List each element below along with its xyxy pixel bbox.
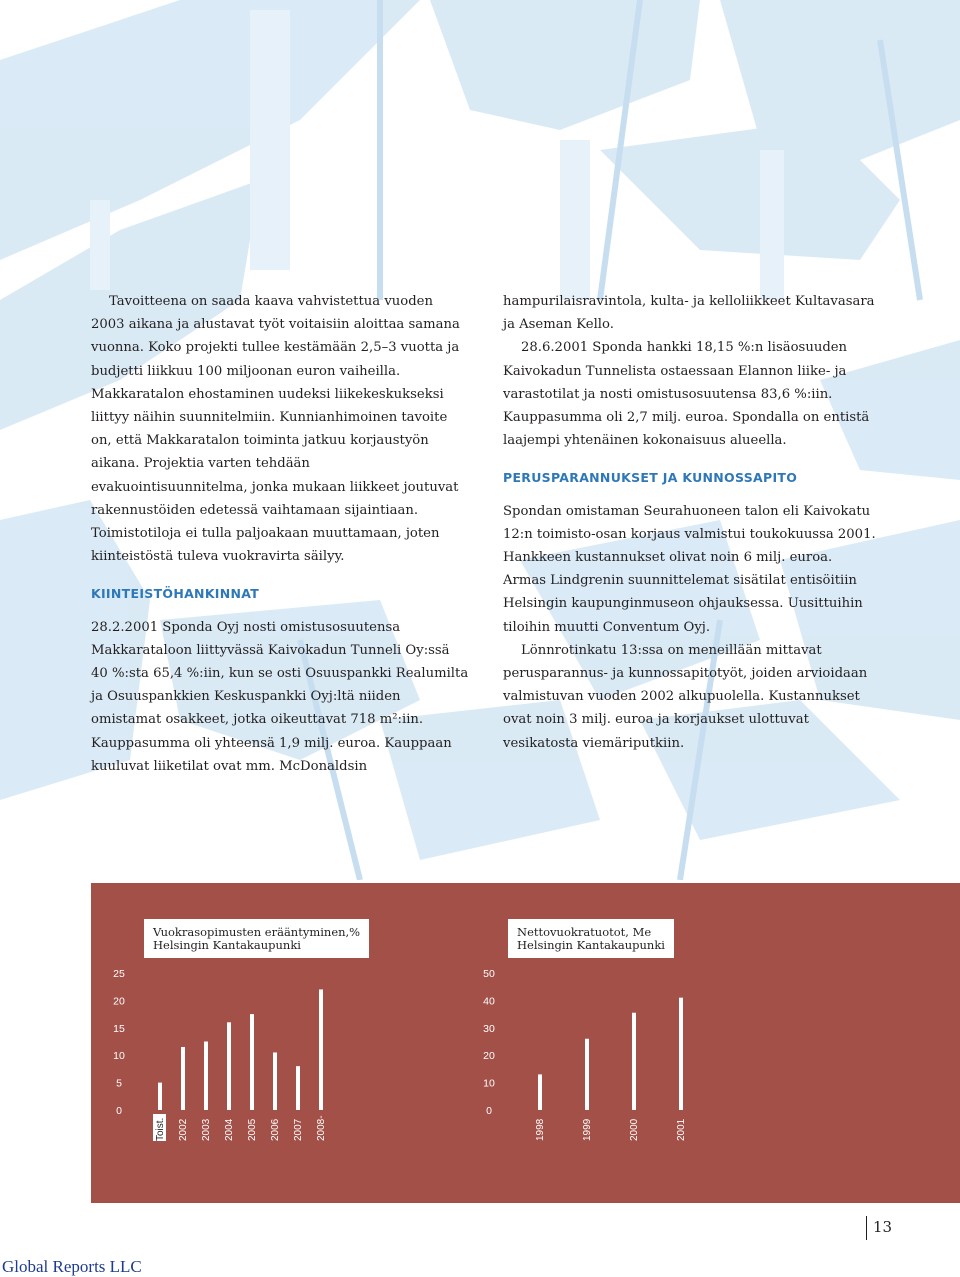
x-tick-label: 2002 xyxy=(178,1118,189,1141)
footer-divider xyxy=(866,1216,867,1240)
x-tick-label: 2000 xyxy=(629,1118,640,1141)
bar xyxy=(679,998,683,1110)
y-tick-label: 30 xyxy=(483,1022,495,1035)
y-tick-label: 15 xyxy=(113,1022,125,1035)
y-tick-label: 10 xyxy=(483,1077,495,1090)
left-column xyxy=(91,290,469,778)
bar xyxy=(273,1052,277,1110)
lease-expiry-chart xyxy=(91,883,471,1203)
bar xyxy=(632,1013,636,1110)
chart-title: Nettovuokratuotot, Me Helsingin Kantakaupunki xyxy=(508,919,674,958)
x-tick-label: Toist. xyxy=(155,1117,166,1141)
x-tick-label: 2005 xyxy=(247,1118,258,1141)
y-tick-label: 0 xyxy=(486,1105,492,1117)
y-tick-label: 10 xyxy=(113,1050,125,1063)
paragraph: Lönnrotinkatu 13:ssa on meneillään mittavat perusparannus- ja kunnossapitotyöt, joiden arvioidaan valmistuvan vuoden 2002 alkupuolella. Kustannukset ovat noin 3 milj. euroa ja korjaukset ulottuvat vesikatosta viemäriputkiin. xyxy=(503,642,868,751)
bar xyxy=(296,1066,300,1110)
y-tick-label: 5 xyxy=(116,1077,122,1090)
net-rental-income-chart xyxy=(471,883,871,1203)
watermark-text: Global Reports LLC xyxy=(2,1257,142,1276)
paragraph: Spondan omistaman Seurahuoneen talon eli Kaivokatu 12:n toimisto-osan korjaus valmistui toukokuussa 2001. Hankkeen kustannukset olivat noin 6 milj. euroa. Armas Lindgrenin suunnittelemat sisätilat entisöitiin Helsingin kaupunginmuseon ohjauksessa. Uusittuihin tiloihin muutti Conventum Oyj. xyxy=(503,503,876,635)
x-tick-label: 1999 xyxy=(582,1118,593,1141)
x-tick-label: 2007 xyxy=(293,1118,304,1141)
bar xyxy=(181,1047,185,1110)
x-tick-label: 2008- xyxy=(316,1115,327,1141)
bar xyxy=(319,989,323,1110)
x-tick-label: 2003 xyxy=(201,1118,212,1141)
bar xyxy=(204,1042,208,1111)
y-tick-label: 40 xyxy=(483,995,495,1008)
x-tick-label: 1998 xyxy=(535,1118,546,1141)
y-tick-label: 50 xyxy=(483,968,495,980)
bar xyxy=(538,1074,542,1110)
paragraph: 28.2.2001 Sponda Oyj nosti omistusosuutensa Makkarataloon liittyvässä Kaivokadun Tunneli Oy:ssä 40 %:sta 65,4 %:iin, kun se osti Osuuspankki Realumilta ja Osuuspankkien Keskuspankki Oyj:ltä niiden omistamat osakkeet, jotka oikeuttavat 718 m²:iin. Kauppasumma oli yhteensä 1,9 milj. euroa. Kauppaan kuuluvat liiketilat ovat mm. McDonaldsin xyxy=(91,619,469,774)
right-column xyxy=(503,290,879,755)
bar xyxy=(250,1014,254,1110)
y-tick-label: 25 xyxy=(113,968,125,980)
paragraph: 28.6.2001 Sponda hankki 18,15 %:n lisäosuuden Kaivokadun Tunnelista ostaessaan Elannon liike- ja varastotilat ja nosti omistusosuutensa 83,6 %:iin. Kauppasumma oli 2,7 milj. euroa. Spondalla on entistä laajempi yhtenäinen kokonaisuus alueella. xyxy=(503,340,870,449)
chart-title: Vuokrasopimusten erääntyminen,% Helsingin Kantakaupunki xyxy=(144,919,369,958)
y-tick-label: 20 xyxy=(113,995,125,1008)
bar xyxy=(158,1083,162,1110)
section-heading: PERUSPARANNUKSET JA KUNNOSSAPITO xyxy=(503,470,798,486)
bar xyxy=(585,1039,589,1110)
section-heading: KIINTEISTÖHANKINNAT xyxy=(91,586,260,602)
paragraph: hampurilaisravintola, kulta- ja kelloliikkeet Kultavasara ja Aseman Kello. xyxy=(503,294,875,333)
x-tick-label: 2006 xyxy=(270,1118,281,1141)
paragraph: Tavoitteena on saada kaava vahvistettua vuoden 2003 aikana ja alustavat työt voitaisiin aloittaa samana vuonna. Koko projekti tullee kestämään 2,5–3 vuotta ja budjetti liikkuu 100 miljoonan euron vaiheilla. Makkaratalon ehostaminen uudeksi liikekeskukseksi liittyy näihin suunnitelmiin. Kunnianhimoinen tavoite on, että Makkaratalon toiminta jatkuu korjaustyön aikana. Projektia varten tehdään evakuointisuunnitelma, jonka mukaan liikkeet joutuvat rakennustöiden edetessä vaihtamaan sijaintiaan. Toimistotiloja ei tulla paljoakaan muuttamaan, joten kiinteistöstä tuleva vuokravirta säilyy. xyxy=(91,294,460,565)
chart-panel xyxy=(91,883,960,1203)
x-tick-label: 2001 xyxy=(676,1118,687,1141)
bar xyxy=(227,1022,231,1110)
page-number: 13 xyxy=(873,1218,893,1236)
y-tick-label: 20 xyxy=(483,1050,495,1063)
x-tick-label: 2004 xyxy=(224,1118,235,1141)
y-tick-label: 0 xyxy=(116,1105,122,1117)
